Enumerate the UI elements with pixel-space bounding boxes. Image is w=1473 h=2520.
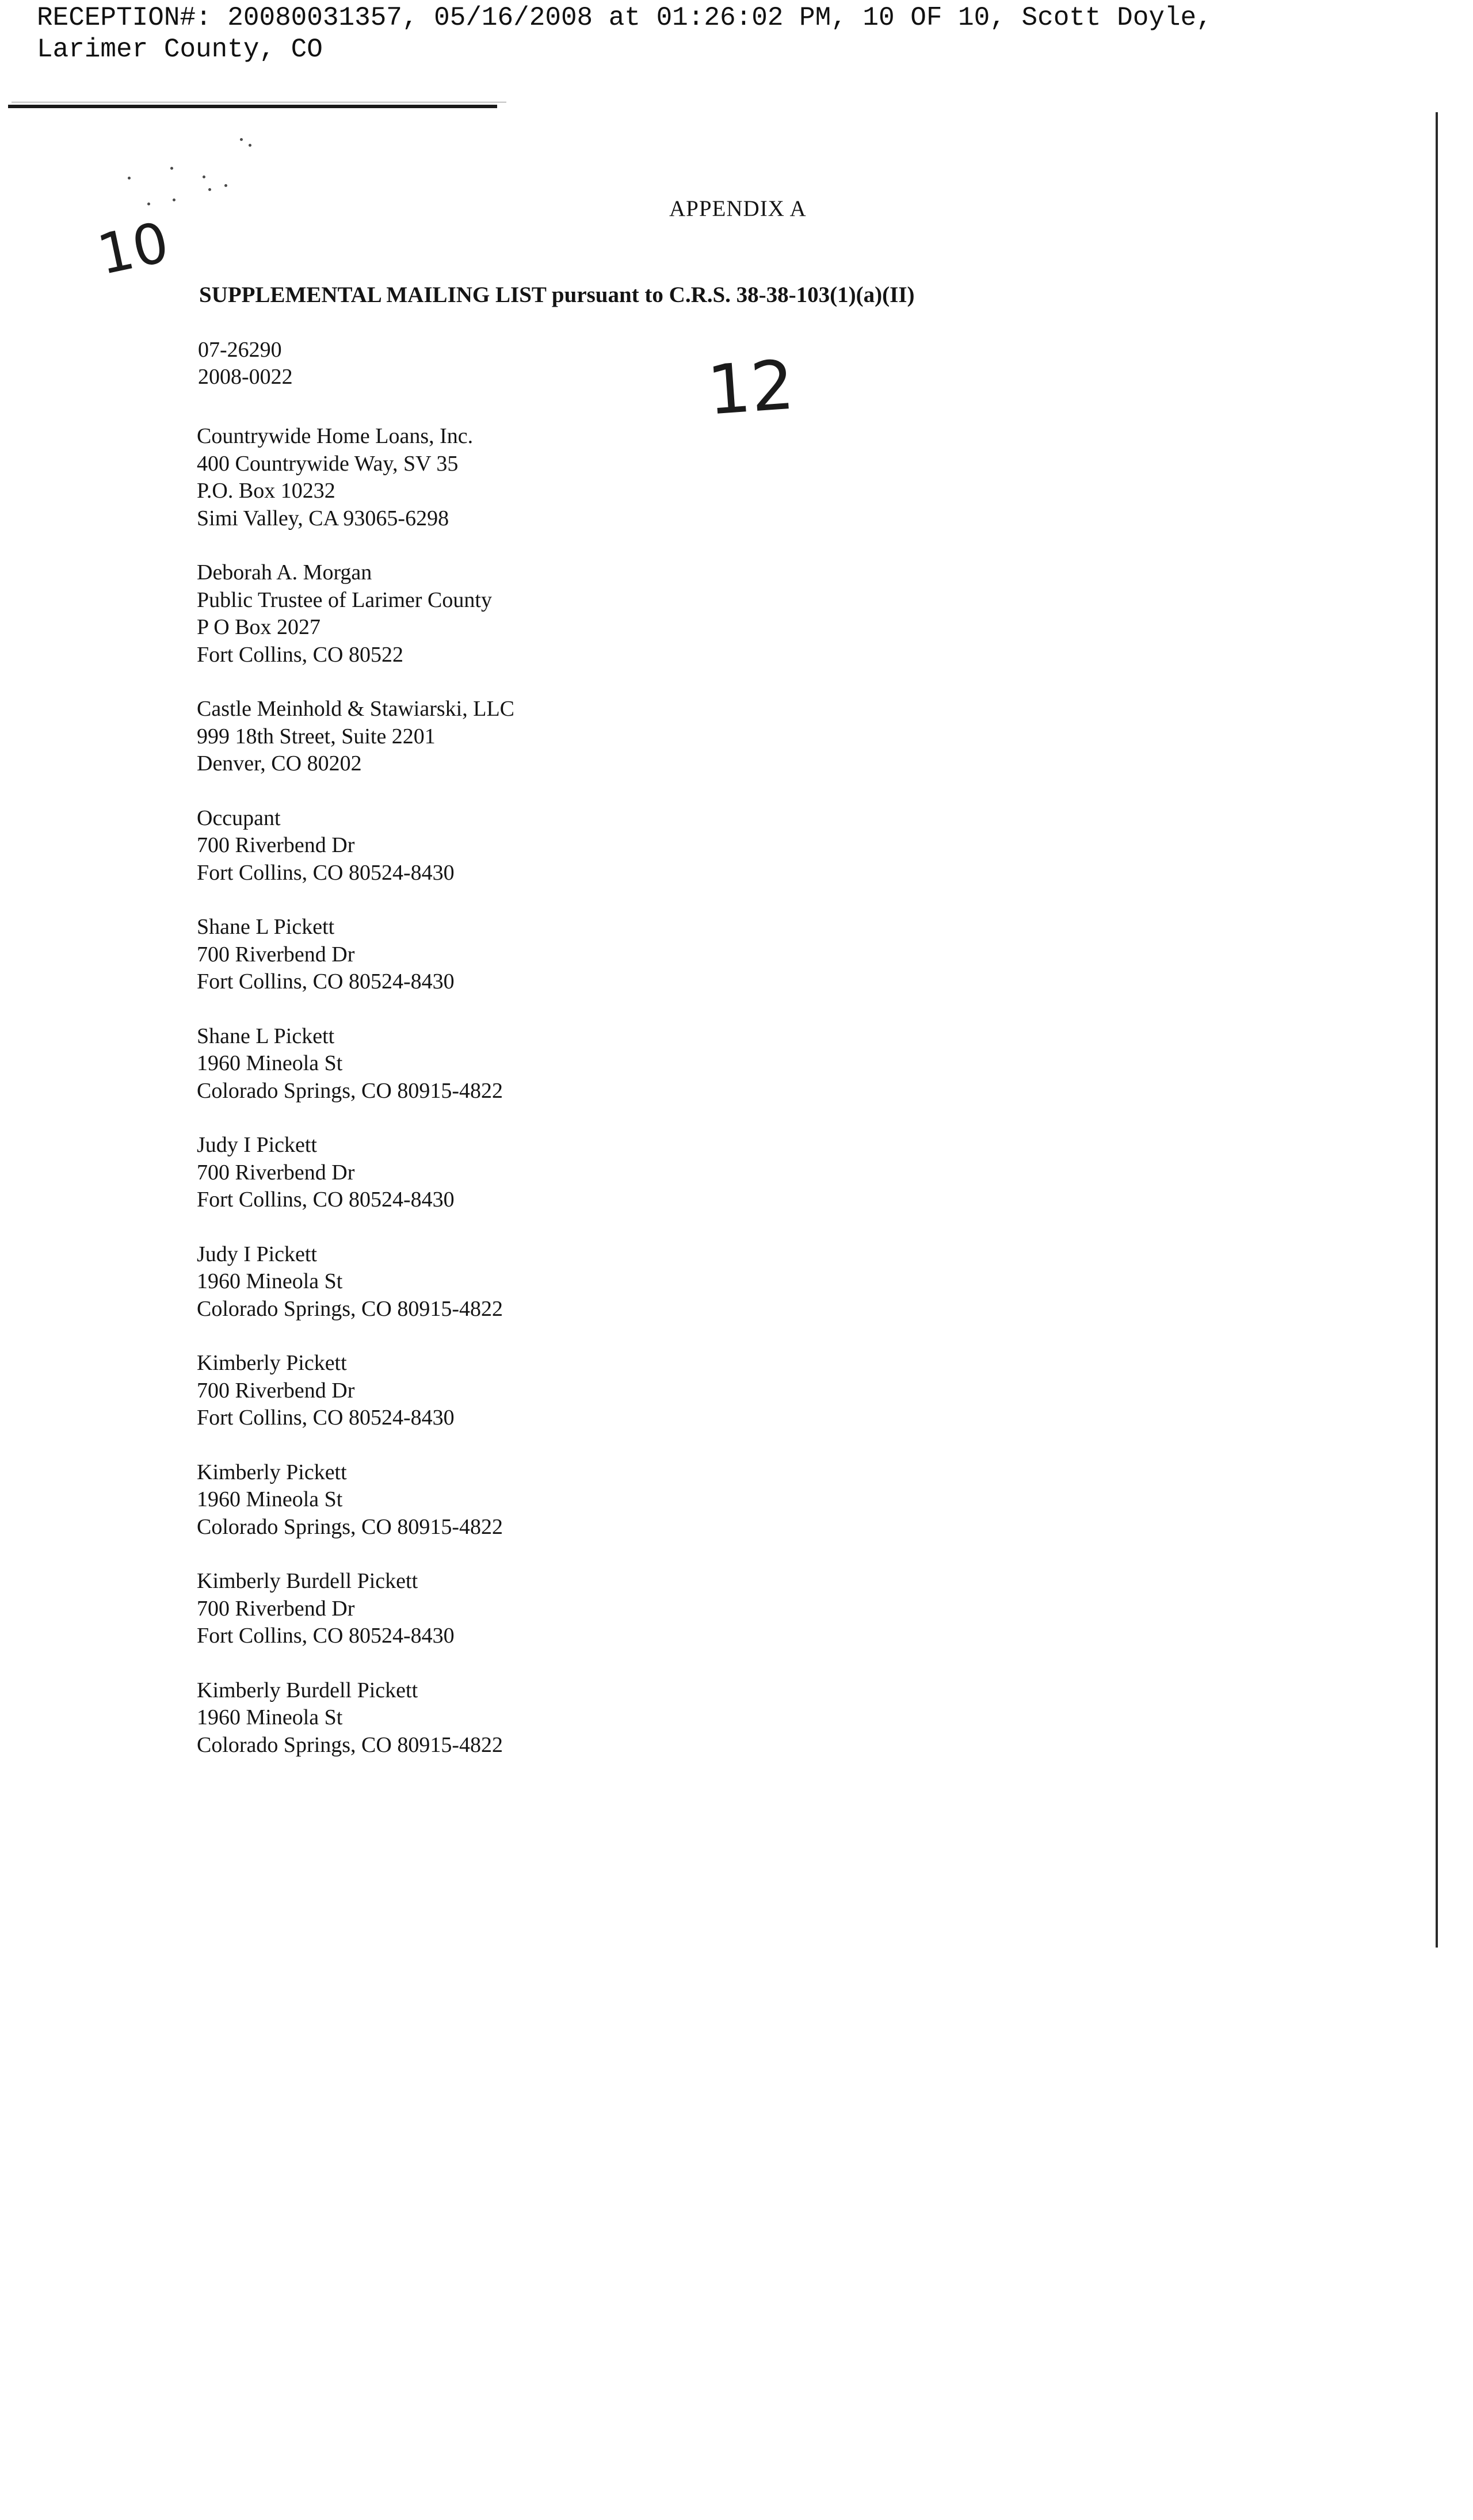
- recipient-line: 1960 Mineola St: [197, 1269, 343, 1293]
- scan-speck: [173, 198, 175, 201]
- scan-speck: [147, 203, 150, 205]
- recipient-line: Judy I Pickett: [197, 1242, 317, 1266]
- recipient-line: P.O. Box 10232: [197, 479, 335, 503]
- recipient-line: Fort Collins, CO 80524-8430: [197, 969, 455, 994]
- recipient-kimberly-burdell-pickett-fort-collins: [197, 1568, 514, 1650]
- recipient-public-trustee: [197, 559, 514, 669]
- recipient-kimberly-pickett-fort-collins: [197, 1350, 514, 1432]
- recipient-judy-pickett-colorado-springs: [197, 1241, 514, 1323]
- recipient-line: Fort Collins, CO 80524-8430: [197, 1624, 455, 1648]
- reference-numbers: [198, 337, 293, 391]
- appendix-title: APPENDIX A: [669, 196, 807, 221]
- recipient-line: Judy I Pickett: [197, 1133, 317, 1157]
- recipient-line: Fort Collins, CO 80524-8430: [197, 860, 455, 885]
- recipient-line: Colorado Springs, CO 80915-4822: [197, 1078, 503, 1103]
- recipient-line: Kimberly Pickett: [197, 1460, 347, 1484]
- recipient-line: Castle Meinhold & Stawiarski, LLC: [197, 697, 515, 721]
- mailing-list-heading: SUPPLEMENTAL MAILING LIST pursuant to C.R.S. 38-38-103(1)(a)(II): [199, 282, 915, 307]
- recipient-line: P O Box 2027: [197, 615, 321, 639]
- recipient-line: Kimberly Burdell Pickett: [197, 1678, 418, 1702]
- recipient-line: Simi Valley, CA 93065-6298: [197, 506, 449, 530]
- reference-number: 07-26290: [198, 338, 282, 362]
- recipient-kimberly-burdell-pickett-colorado-springs: [197, 1677, 514, 1759]
- right-margin-line: [1436, 112, 1438, 1948]
- recipient-line: 700 Riverbend Dr: [197, 1596, 355, 1621]
- recipient-line: Countrywide Home Loans, Inc.: [197, 424, 474, 448]
- recipient-shane-pickett-fort-collins: [197, 914, 514, 996]
- recipient-line: 400 Countrywide Way, SV 35: [197, 451, 459, 476]
- scan-speck: [170, 167, 173, 170]
- recipient-line: 700 Riverbend Dr: [197, 942, 355, 967]
- scan-speck: [208, 188, 211, 191]
- recording-header-line-2: Larimer County, CO: [37, 35, 323, 64]
- recipient-line: Kimberly Burdell Pickett: [197, 1569, 418, 1593]
- recipient-line: Occupant: [197, 805, 281, 830]
- handwritten-count-mark: 12: [705, 345, 797, 430]
- recipient-line: 999 18th Street, Suite 2201: [197, 724, 436, 749]
- recipient-line: Shane L Pickett: [197, 1024, 335, 1048]
- recipient-line: 1960 Mineola St: [197, 1487, 343, 1511]
- recipient-line: Kimberly Pickett: [197, 1351, 347, 1375]
- scan-speck: [240, 138, 243, 141]
- header-rule: [8, 105, 497, 108]
- recipient-line: Deborah A. Morgan: [197, 560, 372, 585]
- recipient-line: Denver, CO 80202: [197, 751, 362, 776]
- recipient-line: Colorado Springs, CO 80915-4822: [197, 1296, 503, 1321]
- recording-header: [37, 2, 1212, 66]
- recipient-line: 1960 Mineola St: [197, 1051, 343, 1075]
- recording-header-line-1: RECEPTION#: 20080031357, 05/16/2008 at 01:26:02 PM, 10 OF 10, Scott Doyle,: [37, 3, 1212, 33]
- scan-speck: [249, 144, 251, 147]
- recipient-line: Fort Collins, CO 80524-8430: [197, 1188, 455, 1212]
- recipient-line: Fort Collins, CO 80524-8430: [197, 1406, 455, 1430]
- recipient-countrywide: [197, 423, 514, 532]
- recipient-line: 700 Riverbend Dr: [197, 833, 355, 857]
- recipient-kimberly-pickett-colorado-springs: [197, 1459, 514, 1541]
- recipient-line: 700 Riverbend Dr: [197, 1160, 355, 1185]
- recipient-line: Shane L Pickett: [197, 915, 335, 939]
- recipient-judy-pickett-fort-collins: [197, 1132, 514, 1214]
- recipient-list: [197, 423, 514, 1786]
- recipient-line: Fort Collins, CO 80522: [197, 642, 403, 667]
- reference-number: 2008-0022: [198, 365, 293, 389]
- scan-speck: [224, 184, 227, 187]
- recipient-castle-meinhold: [197, 696, 514, 778]
- scan-speck: [203, 175, 205, 178]
- scan-speck: [128, 177, 131, 180]
- recipient-shane-pickett-colorado-springs: [197, 1023, 514, 1105]
- recipient-occupant: [197, 805, 514, 887]
- recipient-line: 700 Riverbend Dr: [197, 1378, 355, 1403]
- recipient-line: Colorado Springs, CO 80915-4822: [197, 1732, 503, 1757]
- recipient-line: Public Trustee of Larimer County: [197, 587, 492, 612]
- recipient-line: Colorado Springs, CO 80915-4822: [197, 1514, 503, 1539]
- handwritten-page-mark: 10: [92, 209, 174, 288]
- recipient-line: 1960 Mineola St: [197, 1705, 343, 1729]
